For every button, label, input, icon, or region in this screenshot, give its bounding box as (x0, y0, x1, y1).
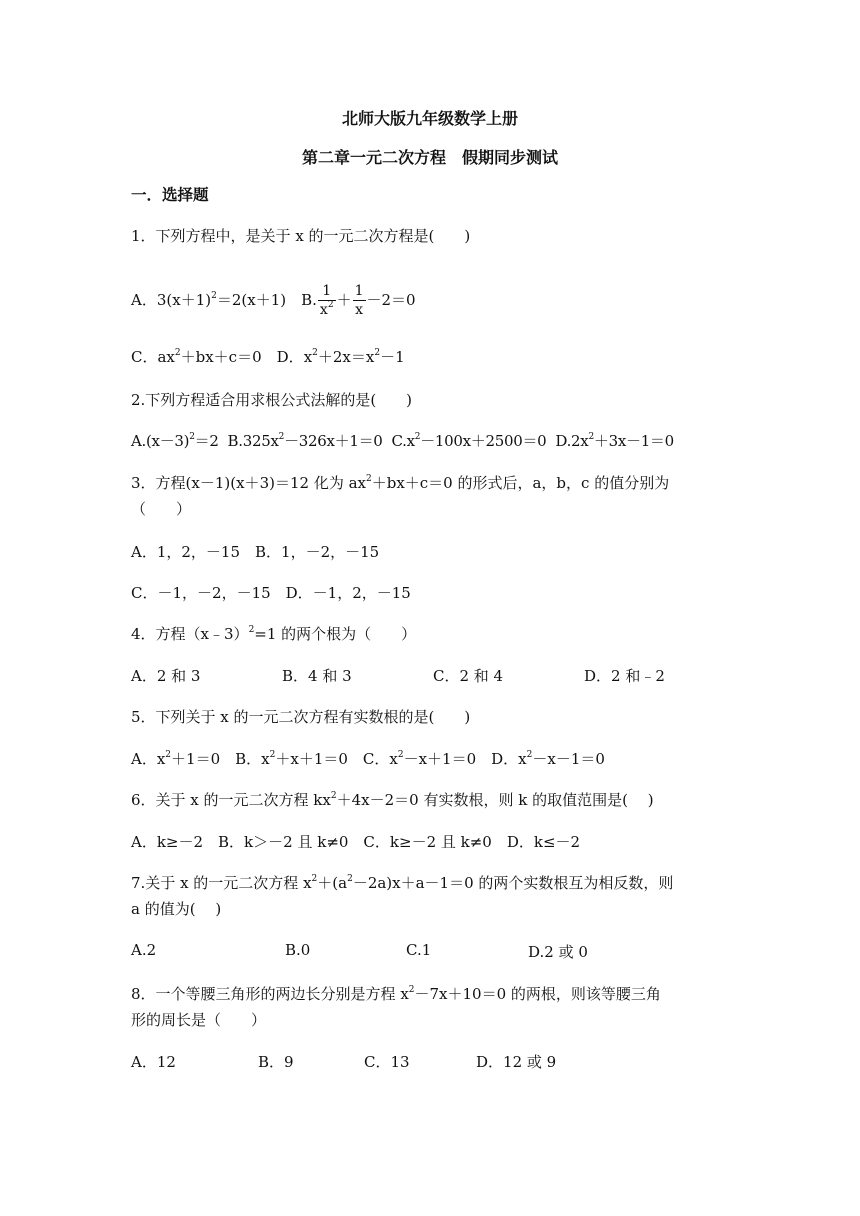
q5-option-c: C．$x^2-x+1=0$ (362, 750, 477, 768)
q5-option-b: B．$x^2+x+1=0$ (235, 750, 348, 768)
q4-option-a: A．2 和 3 (131, 667, 201, 685)
document-subtitle: 第二章一元二次方程 假期同步测试 (301, 148, 558, 167)
question-5-stem: 5．下列关于 x 的一元二次方程有实数根的是( ) (131, 708, 471, 726)
question-6-options: A．k≥－2 B．k＞－2 且 k≠0 C．k≥－2 且 k≠0 D．k≤－2 (131, 833, 581, 851)
q8-option-d: D．12 或 9 (476, 1053, 557, 1071)
question-7-stem: 7.关于 x 的一元二次方程 $x^2+(a^2-2a)x+a-1=0$ 的两个实数根互为相反数，则 (131, 874, 674, 892)
q7-option-c: C.1 (406, 941, 432, 959)
q2-option-c: $C.x^2-100x+2500=0$ (391, 432, 547, 450)
question-1-stem: 1．下列方程中，是关于 x 的一元二次方程是( ) (131, 227, 471, 245)
question-3-options-ab: A．1，2，－15 B．1，－2，－15 (131, 543, 380, 561)
q5-option-a: A．$x^2+1=0$ (131, 750, 221, 768)
q1-option-c: C．$ax^2+bx+c=0$ (131, 348, 262, 366)
q4-option-b: B．4 和 3 (282, 667, 352, 685)
q2-option-b: $B.325x^2-326x+1=0$ (227, 432, 383, 450)
question-3-stem: 3．方程(x－1)(x＋3)＝12 化为 $ax^2+bx+c=0$ 的形式后，a，b，c 的值分别为 (131, 474, 670, 492)
fraction: $\frac{1}{x^2}$ (319, 283, 334, 318)
q1-option-d: D．$x^2+2x=x^2-1$ (276, 348, 405, 366)
question-5-options (131, 748, 605, 769)
fraction: $\frac{1}{x}$ (354, 283, 364, 318)
question-7-stem-line2: a 的值为( ) (131, 900, 222, 918)
q8-option-b: B．9 (258, 1053, 294, 1071)
question-2-options (131, 430, 674, 451)
q4-option-d: D．2 和﹣2 (584, 667, 665, 685)
q2-option-d: $D.2x^2+3x-1=0$ (555, 432, 674, 450)
question-1-options-cd (131, 346, 405, 367)
q2-option-a: $A.(x-3)^2=2$ (131, 432, 219, 450)
question-4-stem: 4．方程（x﹣3）$^2$=1 的两个根为（ ） (131, 625, 417, 643)
question-8-stem-line2: 形的周长是（ ） (131, 1011, 267, 1029)
question-1-options-ab (131, 283, 416, 319)
q5-option-d: D．$x^2-x-1=0$ (491, 750, 605, 768)
q8-option-c: C．13 (364, 1053, 410, 1071)
q7-option-d: D.2 或 0 (528, 943, 588, 961)
question-3-stem-line2: （ ） (131, 500, 192, 518)
document-title: 北师大版九年级数学上册 (341, 109, 518, 128)
q8-option-a: A．12 (131, 1053, 176, 1071)
q1-option-b: B. $\frac{1}{x^2}$ ＋ $\frac{1}{x}$ －2＝0 (301, 283, 416, 318)
section-heading: 一．选择题 (131, 186, 209, 204)
q7-option-b: B.0 (285, 941, 311, 959)
question-6-stem: 6．关于 x 的一元二次方程 $kx^2+4x-2=0$ 有实数根，则 k 的取值范围是( ) (131, 791, 654, 809)
question-8-stem: 8．一个等腰三角形的两边长分别是方程 $x^2-7x+10=0$ 的两根，则该等腰三角 (131, 985, 661, 1003)
q4-option-c: C．2 和 4 (433, 667, 504, 685)
q1-option-a: A．$3(x+1)^2=2(x+1)$ (131, 291, 287, 309)
q7-option-a: A.2 (131, 941, 157, 959)
question-3-options-cd: C．－1，－2，－15 D．－1，2，－15 (131, 584, 411, 602)
question-2-stem: 2.下列方程适合用求根公式法解的是( ) (131, 391, 413, 409)
